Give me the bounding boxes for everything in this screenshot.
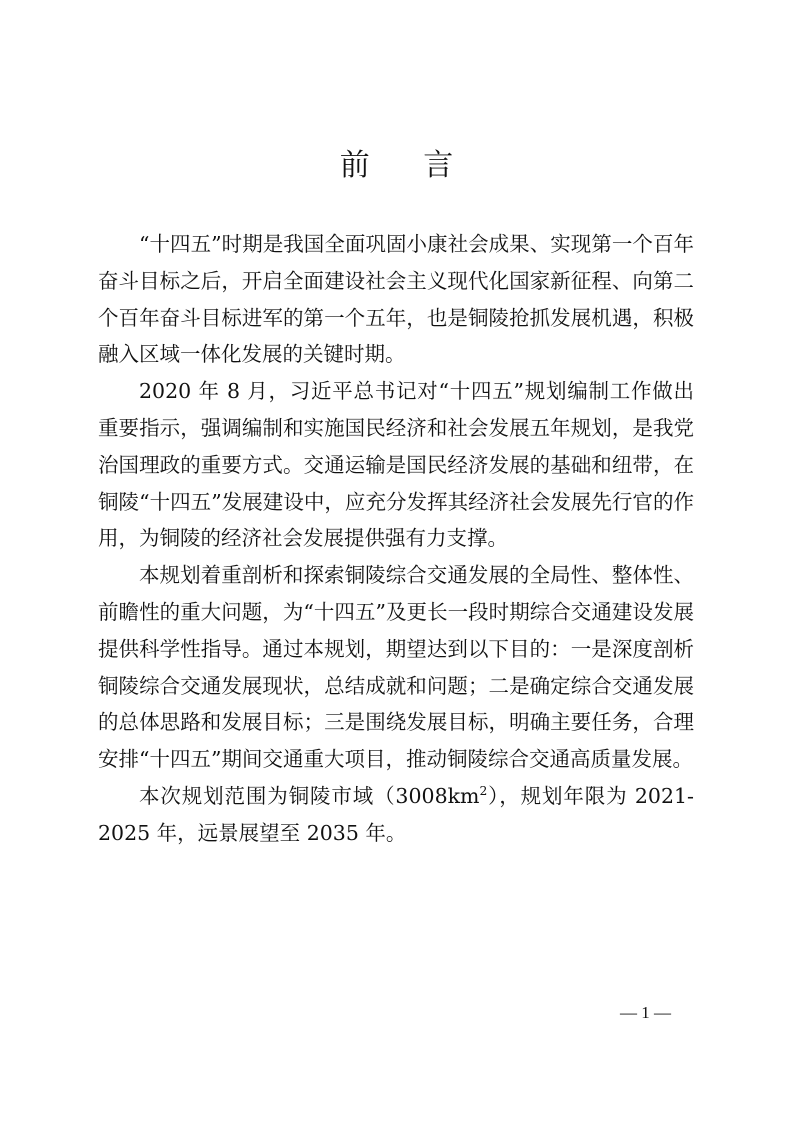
- paragraph-4-text-end: ），规划年限为 2021-2025 年，远景展望至 2035 年。: [98, 783, 694, 845]
- superscript-exponent: 2: [479, 784, 488, 799]
- paragraph-1: “十四五”时期是我国全面巩固小康社会成果、实现第一个百年奋斗目标之后，开启全面建设社会主义现代化国家新征程、向第二个百年奋斗目标进军的第一个五年，也是铜陵抢抓发展机遇，积极融入区域一体化发展的关键时期。: [98, 232, 694, 367]
- paragraph-3: 本规划着重剖析和探索铜陵综合交通发展的全局性、整体性、前瞻性的重大问题，为“十四五”及更长一段时期综合交通建设发展提供科学性指导。通过本规划，期望达到以下目的：一是深度剖析铜陵综合交通发展现状，总结成就和问题；二是确定综合交通发展的总体思路和发展目标；三是围绕发展目标，明确主要任务，合理安排“十四五”期间交通重大项目，推动铜陵综合交通高质量发展。: [98, 563, 694, 772]
- paragraph-2: 2020 年 8 月，习近平总书记对“十四五”规划编制工作做出重要指示，强调编制和实施国民经济和社会发展五年规划，是我党治国理政的重要方式。交通运输是国民经济发展的基础和纽带，在铜陵“十四五”发展建设中，应充分发挥其经济社会发展先行官的作用，为铜陵的经济社会发展提供强有力支撑。: [98, 379, 694, 551]
- page-title: 前 言: [339, 148, 476, 183]
- page-number: — 1 —: [620, 1003, 671, 1022]
- body-text: [98, 226, 694, 852]
- paragraph-4-text-start: 本次规划范围为铜陵市域（3008km: [139, 783, 480, 808]
- paragraph-4: [98, 778, 694, 852]
